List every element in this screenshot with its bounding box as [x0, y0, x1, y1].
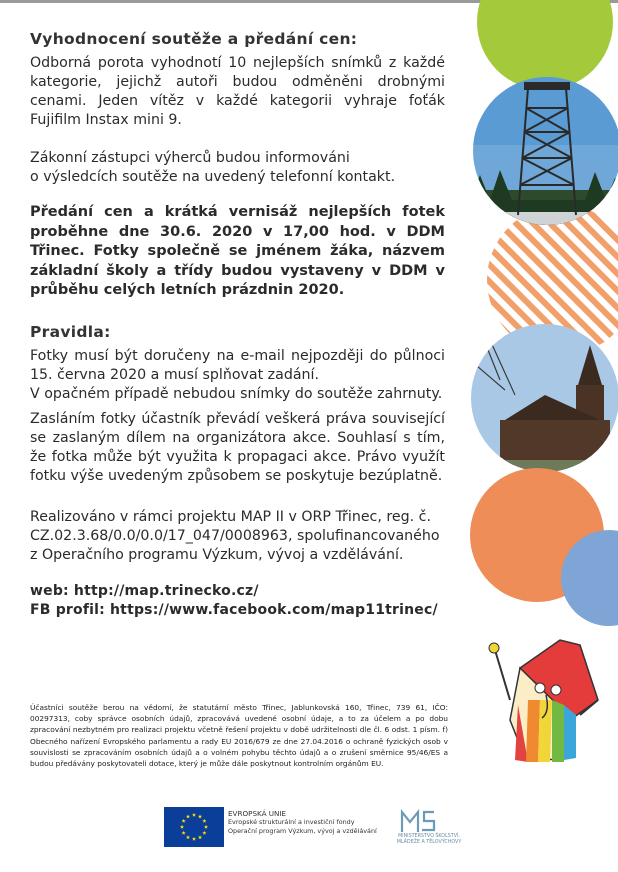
decorative-column — [440, 0, 618, 872]
facebook-link[interactable]: FB profil: https://www.facebook.com/map11trinec/ — [30, 601, 438, 618]
rules-heading: Pravidla: — [30, 322, 111, 341]
mascot-illustration — [489, 640, 598, 762]
rules-exclusion: V opačném případě nebudou snímky do soutěže zahrnuty. — [30, 385, 443, 402]
msmt-logo-text — [395, 834, 463, 846]
eu-star-icon — [186, 835, 190, 839]
eu-stars-icon — [164, 807, 224, 847]
award-ceremony-paragraph: Předání cen a krátká vernisáž nejlepších fotek proběhne dne 30.6. 2020 v 17,00 hod. v DDM Třinec. Fotky společně se jménem žáka, názvem základní školy a třídy budou vystaveny v DDM v průběhu celých letních prázdnin 2020. — [30, 204, 445, 298]
wooden-church-photo — [465, 320, 618, 480]
eu-star-icon — [192, 813, 196, 817]
eu-star-icon — [198, 814, 202, 818]
eu-star-icon — [186, 814, 190, 818]
eu-line-2: Operační program Výzkum, vývoj a vzdělávání — [228, 826, 377, 835]
eu-flag-logo — [164, 807, 224, 847]
eu-star-icon — [192, 837, 196, 841]
eu-logo-text — [228, 810, 388, 835]
lookout-tower-photo — [470, 75, 618, 237]
msmt-line-2: MLÁDEŽE A TĚLOVÝCHOVY — [396, 840, 462, 845]
web-link[interactable]: web: http://map.trinecko.cz/ — [30, 582, 259, 599]
rules-rights: Zasláním fotky účastník převádí veškerá práva související se zaslaným dílem na organizátora akce. Souhlasí s tím, že fotka může být využita k propagaci akce. Právo využít fotku výše uvedeným způsobem se poskytuje bezúplatně. — [30, 410, 445, 484]
guardians-line-1: Zákonní zástupci výherců budou informováni — [30, 150, 350, 166]
guardians-line-2: o výsledcích soutěže na uvedený telefonní kontakt. — [30, 169, 396, 185]
green-circle — [477, 0, 613, 90]
eu-star-icon — [198, 835, 202, 839]
project-line-3: z Operačního programu Výzkum, vývoj a vzdělávání. — [30, 546, 404, 563]
msmt-line-1: MINISTERSTVO ŠKOLSTVÍ, — [398, 834, 460, 839]
msmt-logo-icon — [400, 808, 440, 834]
project-line-1: Realizováno v rámci projektu MAP II v ORP Třinec, reg. č. — [30, 508, 431, 525]
eu-line-1: Evropské strukturální a investiční fondy — [228, 818, 355, 827]
results-heading: Vyhodnocení soutěže a předání cen: — [30, 30, 358, 48]
eu-star-icon — [182, 819, 186, 823]
eu-title: EVROPSKÁ UNIE — [228, 809, 287, 818]
eu-star-icon — [202, 831, 206, 835]
eu-star-icon — [180, 825, 184, 829]
eu-star-icon — [202, 819, 206, 823]
legal-notice: Účastníci soutěže berou na vědomí, že statutární město Třinec, Jablunkovská 160, Třinec, 739 61, IČO: 00297313, coby správce osobních údajů, zpracovává uvedené osobní údaje, a to za účelem a po dobu zpracování nezbytném pro realizaci projektu včetně řešení projektu v době udržitelnosti dle čl. 6 odst. 1 písm. f) Obecného nařízení Evropského parlamentu a rady EU 2016/679 ze dne 27.04.2016 o ochraně fyzických osob v souvislosti se zpracováním osobních údajů a o volném pohybu těchto údajů a o zrušení směrnice 95/46/ES a budou předávány poskytovateli dotace, který je může dále poskytnout kontrolním orgánům EU. — [30, 703, 448, 769]
main-content — [30, 30, 445, 620]
eu-star-icon — [204, 825, 208, 829]
project-line-2: CZ.02.3.68/0.0/0.0/17_047/0008963, spolufinancovaného — [30, 527, 440, 544]
results-paragraph: Odborná porota vyhodnotí 10 nejlepších snímků z každé kategorie, jejichž autoři budou odměněni drobnými cenami. Jeden vítěz v každé kategorii vyhraje foťák Fujifilm Instax mini 9. — [30, 55, 445, 128]
eu-star-icon — [182, 831, 186, 835]
rules-deadline: Fotky musí být doručeny na e-mail nejpozději do půlnoci 15. června 2020 a musí splňovat zadání. — [30, 347, 445, 383]
